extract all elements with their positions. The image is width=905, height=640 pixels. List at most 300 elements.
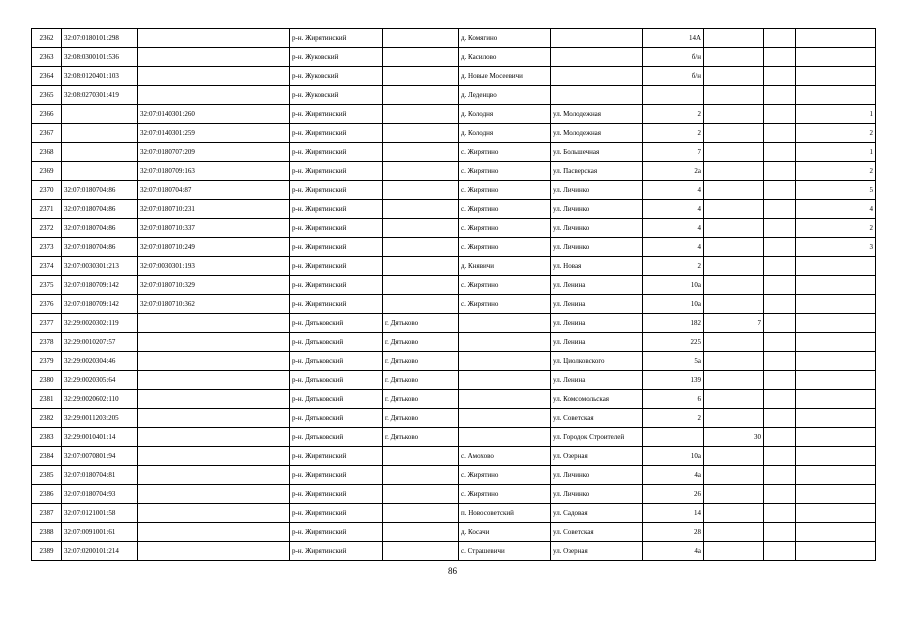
cadastral-number <box>62 124 138 143</box>
district-cell: р-н. Жирятинский <box>290 276 383 295</box>
row-number: 2383 <box>32 428 62 447</box>
row-number: 2384 <box>32 447 62 466</box>
extra-cell <box>764 409 796 428</box>
table-row <box>32 485 876 504</box>
related-cadastral-number <box>138 86 290 105</box>
apartment-cell <box>796 48 876 67</box>
row-number: 2376 <box>32 295 62 314</box>
row-number: 2362 <box>32 29 62 48</box>
settlement-cell <box>383 485 459 504</box>
locality-cell: д. Колодня <box>459 124 551 143</box>
extra-cell <box>764 523 796 542</box>
extra-cell <box>764 67 796 86</box>
street-cell: ул. Садовая <box>551 504 643 523</box>
related-cadastral-number <box>138 504 290 523</box>
extra-cell <box>764 314 796 333</box>
district-cell: р-н. Дятьковский <box>290 371 383 390</box>
district-cell: р-н. Дятьковский <box>290 314 383 333</box>
table-row <box>32 466 876 485</box>
cadastral-number: 32:29:0020304:46 <box>62 352 138 371</box>
extra-cell <box>764 295 796 314</box>
apartment-cell <box>796 390 876 409</box>
building-cell <box>704 333 764 352</box>
table-row <box>32 162 876 181</box>
settlement-cell: г. Дятьково <box>383 428 459 447</box>
street-cell: ул. Циолковского <box>551 352 643 371</box>
locality-cell <box>459 428 551 447</box>
building-cell <box>704 162 764 181</box>
related-cadastral-number <box>138 523 290 542</box>
house-number: 4 <box>643 200 704 219</box>
cadastral-number <box>62 105 138 124</box>
house-number: 225 <box>643 333 704 352</box>
settlement-cell <box>383 200 459 219</box>
building-cell: 7 <box>704 314 764 333</box>
street-cell: ул. Молодежная <box>551 105 643 124</box>
district-cell: р-н. Жирятинский <box>290 143 383 162</box>
table-row <box>32 257 876 276</box>
row-number: 2385 <box>32 466 62 485</box>
locality-cell <box>459 409 551 428</box>
cadastral-number: 32:07:0030301:213 <box>62 257 138 276</box>
district-cell: р-н. Жирятинский <box>290 181 383 200</box>
related-cadastral-number <box>138 409 290 428</box>
table-row <box>32 200 876 219</box>
locality-cell: с. Жирятино <box>459 276 551 295</box>
extra-cell <box>764 542 796 561</box>
page-number: 86 <box>448 566 457 576</box>
extra-cell <box>764 29 796 48</box>
table-row <box>32 238 876 257</box>
related-cadastral-number: 32:07:0180709:163 <box>138 162 290 181</box>
table-row <box>32 219 876 238</box>
locality-cell: д. Комягино <box>459 29 551 48</box>
street-cell: ул. Новая <box>551 257 643 276</box>
street-cell: ул. Личинко <box>551 466 643 485</box>
building-cell <box>704 276 764 295</box>
district-cell: р-н. Жирятинский <box>290 200 383 219</box>
extra-cell <box>764 124 796 143</box>
cadastral-number: 32:07:0180704:86 <box>62 200 138 219</box>
extra-cell <box>764 276 796 295</box>
house-number: 10а <box>643 295 704 314</box>
row-number: 2380 <box>32 371 62 390</box>
house-number: 2 <box>643 409 704 428</box>
row-number: 2365 <box>32 86 62 105</box>
extra-cell <box>764 200 796 219</box>
house-number: 4 <box>643 238 704 257</box>
settlement-cell <box>383 466 459 485</box>
house-number: 5а <box>643 352 704 371</box>
related-cadastral-number: 32:07:0180707:209 <box>138 143 290 162</box>
locality-cell: д. Княвичи <box>459 257 551 276</box>
cadastral-number: 32:07:0200101:214 <box>62 542 138 561</box>
house-number: б/н <box>643 67 704 86</box>
row-number: 2364 <box>32 67 62 86</box>
registry-table <box>31 28 876 561</box>
row-number: 2366 <box>32 105 62 124</box>
table-row <box>32 86 876 105</box>
district-cell: р-н. Жирятинский <box>290 162 383 181</box>
cadastral-number: 32:29:0011203:205 <box>62 409 138 428</box>
related-cadastral-number: 32:07:0180710:231 <box>138 200 290 219</box>
settlement-cell <box>383 124 459 143</box>
district-cell: р-н. Жирятинский <box>290 466 383 485</box>
building-cell <box>704 219 764 238</box>
related-cadastral-number: 32:07:0180710:329 <box>138 276 290 295</box>
row-number: 2369 <box>32 162 62 181</box>
house-number <box>643 428 704 447</box>
locality-cell: с. Жирятино <box>459 200 551 219</box>
cadastral-number: 32:29:0010401:14 <box>62 428 138 447</box>
related-cadastral-number <box>138 485 290 504</box>
house-number: 4 <box>643 219 704 238</box>
building-cell <box>704 143 764 162</box>
table-row <box>32 124 876 143</box>
settlement-cell: г. Дятьково <box>383 333 459 352</box>
street-cell: ул. Личинко <box>551 181 643 200</box>
settlement-cell <box>383 86 459 105</box>
apartment-cell: 2 <box>796 124 876 143</box>
extra-cell <box>764 485 796 504</box>
street-cell: ул. Ленина <box>551 276 643 295</box>
cadastral-number: 32:07:0180709:142 <box>62 276 138 295</box>
extra-cell <box>764 466 796 485</box>
locality-cell: д. Леденцво <box>459 86 551 105</box>
locality-cell: с. Жирятино <box>459 219 551 238</box>
house-number: б/н <box>643 48 704 67</box>
building-cell <box>704 523 764 542</box>
street-cell: ул. Ленина <box>551 295 643 314</box>
street-cell: ул. Озерная <box>551 542 643 561</box>
row-number: 2373 <box>32 238 62 257</box>
settlement-cell <box>383 181 459 200</box>
settlement-cell <box>383 48 459 67</box>
settlement-cell: г. Дятьково <box>383 352 459 371</box>
row-number: 2389 <box>32 542 62 561</box>
settlement-cell: г. Дятьково <box>383 314 459 333</box>
settlement-cell <box>383 67 459 86</box>
street-cell: ул. Городок Строителей <box>551 428 643 447</box>
locality-cell: с. Жирятино <box>459 143 551 162</box>
street-cell: ул. Ленина <box>551 371 643 390</box>
house-number: 139 <box>643 371 704 390</box>
district-cell: р-н. Дятьковский <box>290 428 383 447</box>
related-cadastral-number: 32:07:0180710:249 <box>138 238 290 257</box>
locality-cell <box>459 314 551 333</box>
row-number: 2370 <box>32 181 62 200</box>
district-cell: р-н. Жирятинский <box>290 523 383 542</box>
settlement-cell: г. Дятьково <box>383 409 459 428</box>
related-cadastral-number <box>138 466 290 485</box>
settlement-cell <box>383 29 459 48</box>
street-cell <box>551 67 643 86</box>
extra-cell <box>764 181 796 200</box>
settlement-cell <box>383 542 459 561</box>
extra-cell <box>764 447 796 466</box>
extra-cell <box>764 257 796 276</box>
cadastral-number: 32:29:0010207:57 <box>62 333 138 352</box>
cadastral-number: 32:07:0121001:58 <box>62 504 138 523</box>
locality-cell: д. Колодня <box>459 105 551 124</box>
building-cell <box>704 409 764 428</box>
table-row <box>32 390 876 409</box>
row-number: 2388 <box>32 523 62 542</box>
district-cell: р-н. Жирятинский <box>290 238 383 257</box>
apartment-cell <box>796 276 876 295</box>
district-cell: р-н. Жуковский <box>290 67 383 86</box>
related-cadastral-number <box>138 29 290 48</box>
extra-cell <box>764 390 796 409</box>
table-row <box>32 67 876 86</box>
row-number: 2379 <box>32 352 62 371</box>
cadastral-number: 32:07:0180704:81 <box>62 466 138 485</box>
street-cell: ул. Озерная <box>551 447 643 466</box>
related-cadastral-number <box>138 542 290 561</box>
cadastral-number: 32:07:0180709:142 <box>62 295 138 314</box>
district-cell: р-н. Дятьковский <box>290 333 383 352</box>
apartment-cell <box>796 67 876 86</box>
apartment-cell: 1 <box>796 143 876 162</box>
building-cell <box>704 67 764 86</box>
row-number: 2372 <box>32 219 62 238</box>
settlement-cell <box>383 143 459 162</box>
building-cell: 30 <box>704 428 764 447</box>
related-cadastral-number: 32:07:0140301:259 <box>138 124 290 143</box>
settlement-cell <box>383 295 459 314</box>
district-cell: р-н. Жирятинский <box>290 295 383 314</box>
row-number: 2381 <box>32 390 62 409</box>
apartment-cell <box>796 352 876 371</box>
street-cell: ул. Личинко <box>551 219 643 238</box>
locality-cell: с. Жирятино <box>459 238 551 257</box>
building-cell <box>704 200 764 219</box>
locality-cell: с. Жирятино <box>459 485 551 504</box>
table-row <box>32 105 876 124</box>
locality-cell <box>459 371 551 390</box>
house-number: 10а <box>643 276 704 295</box>
related-cadastral-number <box>138 314 290 333</box>
locality-cell: с. Жирятино <box>459 181 551 200</box>
table-row <box>32 542 876 561</box>
apartment-cell <box>796 314 876 333</box>
street-cell: ул. Большечная <box>551 143 643 162</box>
house-number: 26 <box>643 485 704 504</box>
district-cell: р-н. Жуковский <box>290 48 383 67</box>
house-number: 2а <box>643 162 704 181</box>
related-cadastral-number: 32:07:0180710:337 <box>138 219 290 238</box>
street-cell <box>551 29 643 48</box>
apartment-cell <box>796 542 876 561</box>
district-cell: р-н. Жирятинский <box>290 257 383 276</box>
settlement-cell <box>383 105 459 124</box>
locality-cell: с. Жирятино <box>459 466 551 485</box>
extra-cell <box>764 162 796 181</box>
building-cell <box>704 485 764 504</box>
extra-cell <box>764 333 796 352</box>
row-number: 2382 <box>32 409 62 428</box>
apartment-cell <box>796 257 876 276</box>
table-row <box>32 333 876 352</box>
cadastral-number: 32:29:0020302:119 <box>62 314 138 333</box>
building-cell <box>704 257 764 276</box>
district-cell: р-н. Жирятинский <box>290 447 383 466</box>
apartment-cell <box>796 29 876 48</box>
registry-rows <box>32 29 876 561</box>
extra-cell <box>764 352 796 371</box>
extra-cell <box>764 238 796 257</box>
row-number: 2374 <box>32 257 62 276</box>
related-cadastral-number: 32:07:0180704:87 <box>138 181 290 200</box>
street-cell: ул. Личинко <box>551 485 643 504</box>
apartment-cell: 5 <box>796 181 876 200</box>
related-cadastral-number <box>138 447 290 466</box>
apartment-cell: 4 <box>796 200 876 219</box>
district-cell: р-н. Дятьковский <box>290 352 383 371</box>
settlement-cell <box>383 523 459 542</box>
cadastral-number: 32:07:0180704:86 <box>62 238 138 257</box>
settlement-cell: г. Дятьково <box>383 371 459 390</box>
settlement-cell <box>383 257 459 276</box>
street-cell: ул. Личинко <box>551 238 643 257</box>
apartment-cell <box>796 504 876 523</box>
table-row <box>32 447 876 466</box>
apartment-cell <box>796 295 876 314</box>
cadastral-number: 32:07:0180704:86 <box>62 219 138 238</box>
house-number: 10а <box>643 447 704 466</box>
related-cadastral-number <box>138 428 290 447</box>
settlement-cell <box>383 162 459 181</box>
row-number: 2386 <box>32 485 62 504</box>
building-cell <box>704 238 764 257</box>
building-cell <box>704 124 764 143</box>
district-cell: р-н. Жирятинский <box>290 219 383 238</box>
table-row <box>32 428 876 447</box>
settlement-cell <box>383 276 459 295</box>
row-number: 2371 <box>32 200 62 219</box>
locality-cell: с. Амохово <box>459 447 551 466</box>
district-cell: р-н. Жирятинский <box>290 29 383 48</box>
street-cell: ул. Ленина <box>551 333 643 352</box>
apartment-cell: 1 <box>796 105 876 124</box>
cadastral-number: 32:08:0300101:536 <box>62 48 138 67</box>
street-cell: ул. Молодежная <box>551 124 643 143</box>
apartment-cell: 2 <box>796 219 876 238</box>
table-row <box>32 276 876 295</box>
related-cadastral-number <box>138 352 290 371</box>
related-cadastral-number <box>138 333 290 352</box>
locality-cell: п. Новосоветский <box>459 504 551 523</box>
locality-cell: с. Жирятино <box>459 295 551 314</box>
settlement-cell <box>383 447 459 466</box>
house-number <box>643 86 704 105</box>
building-cell <box>704 504 764 523</box>
house-number: 7 <box>643 143 704 162</box>
row-number: 2387 <box>32 504 62 523</box>
table-row <box>32 371 876 390</box>
row-number: 2367 <box>32 124 62 143</box>
extra-cell <box>764 105 796 124</box>
street-cell: ул. Ленина <box>551 314 643 333</box>
extra-cell <box>764 48 796 67</box>
district-cell: р-н. Жирятинский <box>290 124 383 143</box>
building-cell <box>704 371 764 390</box>
street-cell: ул. Комсомольская <box>551 390 643 409</box>
locality-cell <box>459 390 551 409</box>
house-number: 14 <box>643 504 704 523</box>
row-number: 2368 <box>32 143 62 162</box>
apartment-cell: 2 <box>796 162 876 181</box>
house-number: 182 <box>643 314 704 333</box>
table-row <box>32 523 876 542</box>
extra-cell <box>764 219 796 238</box>
house-number: 14А <box>643 29 704 48</box>
related-cadastral-number <box>138 371 290 390</box>
building-cell <box>704 295 764 314</box>
table-row <box>32 504 876 523</box>
row-number: 2363 <box>32 48 62 67</box>
locality-cell: с. Страшевичи <box>459 542 551 561</box>
building-cell <box>704 48 764 67</box>
cadastral-number: 32:07:0180704:93 <box>62 485 138 504</box>
building-cell <box>704 390 764 409</box>
apartment-cell <box>796 86 876 105</box>
locality-cell <box>459 333 551 352</box>
street-cell <box>551 86 643 105</box>
related-cadastral-number: 32:07:0180710:362 <box>138 295 290 314</box>
table-row <box>32 29 876 48</box>
settlement-cell <box>383 238 459 257</box>
locality-cell: д. Косачи <box>459 523 551 542</box>
cadastral-number: 32:29:0020305:64 <box>62 371 138 390</box>
cadastral-number: 32:07:0070801:94 <box>62 447 138 466</box>
house-number: 28 <box>643 523 704 542</box>
building-cell <box>704 466 764 485</box>
apartment-cell <box>796 523 876 542</box>
house-number: 4а <box>643 542 704 561</box>
table-row <box>32 143 876 162</box>
cadastral-number: 32:07:0091001:61 <box>62 523 138 542</box>
settlement-cell: г. Дятьково <box>383 390 459 409</box>
table-row <box>32 409 876 428</box>
table-row <box>32 314 876 333</box>
house-number: 4а <box>643 466 704 485</box>
cadastral-number: 32:07:0180704:86 <box>62 181 138 200</box>
building-cell <box>704 105 764 124</box>
building-cell <box>704 181 764 200</box>
street-cell: ул. Советская <box>551 409 643 428</box>
building-cell <box>704 86 764 105</box>
district-cell: р-н. Жирятинский <box>290 542 383 561</box>
row-number: 2375 <box>32 276 62 295</box>
cadastral-number: 32:08:0120401:103 <box>62 67 138 86</box>
apartment-cell <box>796 371 876 390</box>
street-cell: ул. Пасверская <box>551 162 643 181</box>
house-number: 4 <box>643 181 704 200</box>
district-cell: р-н. Жирятинский <box>290 504 383 523</box>
cadastral-number: 32:08:0270301:419 <box>62 86 138 105</box>
related-cadastral-number <box>138 390 290 409</box>
apartment-cell <box>796 333 876 352</box>
row-number: 2377 <box>32 314 62 333</box>
locality-cell: д. Касилово <box>459 48 551 67</box>
apartment-cell <box>796 485 876 504</box>
table-row <box>32 295 876 314</box>
related-cadastral-number: 32:07:0140301:260 <box>138 105 290 124</box>
table-row <box>32 181 876 200</box>
extra-cell <box>764 143 796 162</box>
related-cadastral-number <box>138 67 290 86</box>
